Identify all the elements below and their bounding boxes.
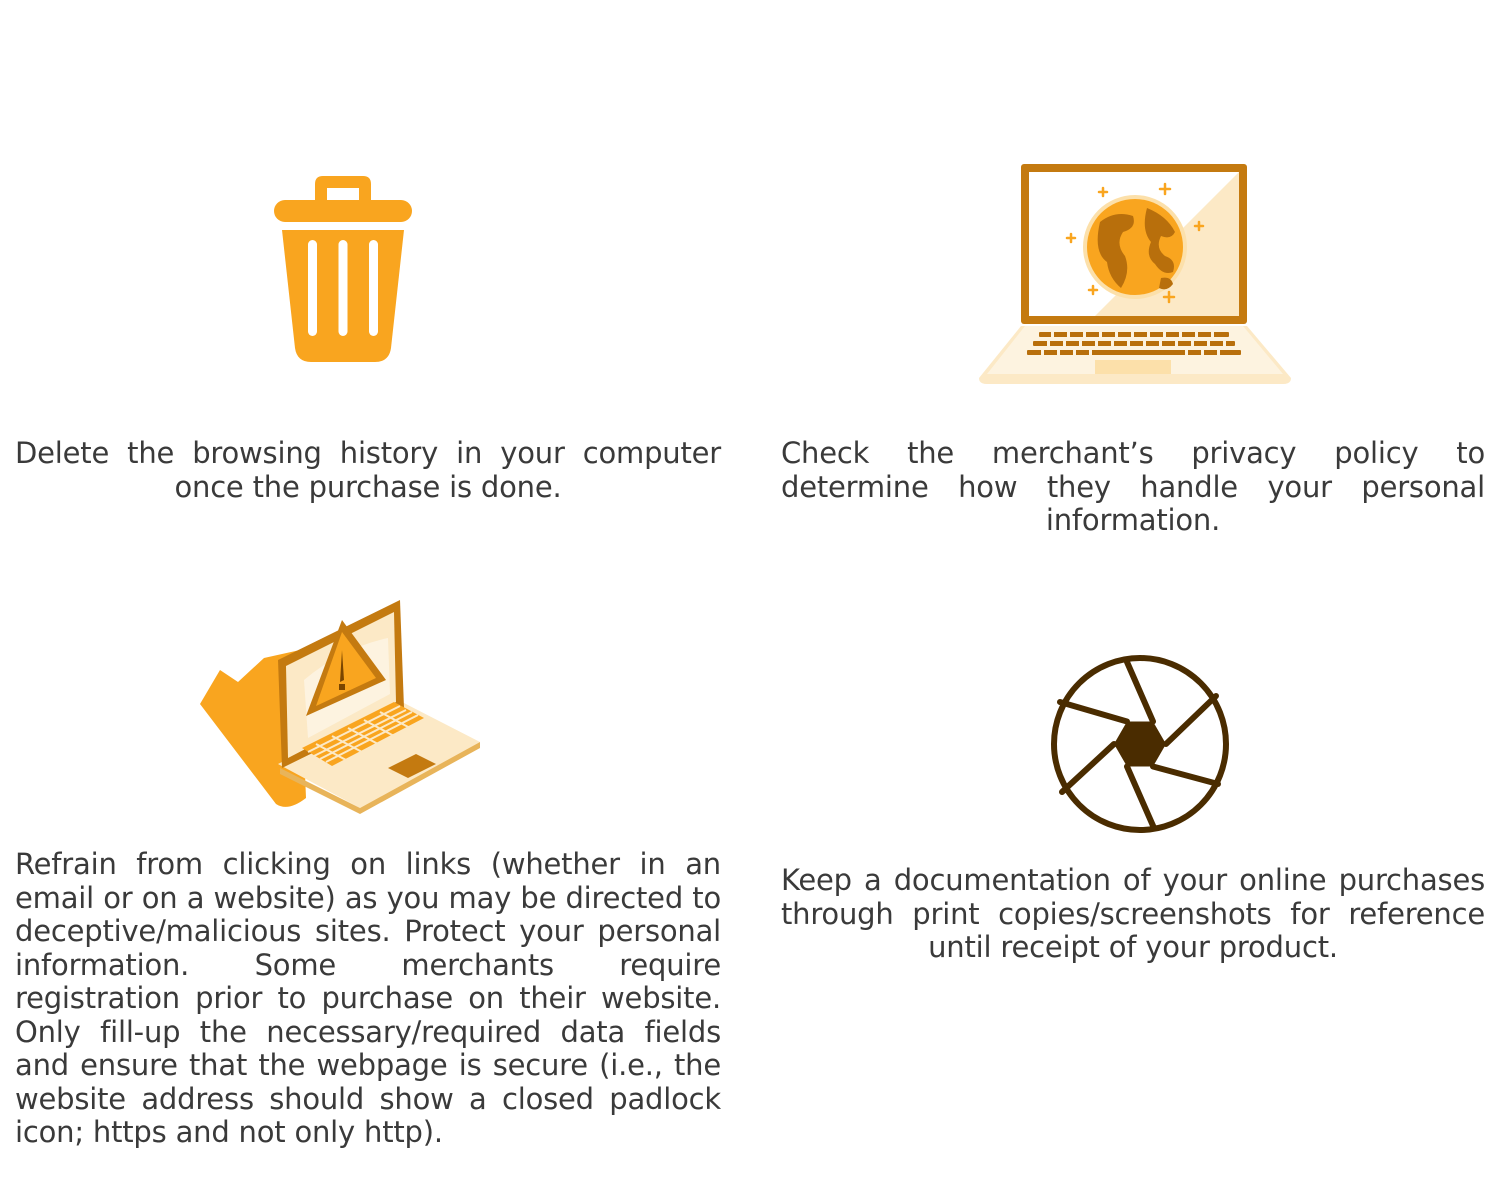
camera-shutter-icon: [1048, 652, 1232, 836]
laptop-globe-icon: [975, 160, 1295, 388]
tip-malicious-links-text: Refrain from clicking on links (whether in an email or on a website) as you may be directed to deceptive/malicious sites. Protect your personal information. Some merchants require registration prior to purchase on their website. Only fill-up the necessary/required data fields and ensure that the webpage is secure (i.e., the website address should show a closed padlock icon; https and not only http).: [15, 847, 721, 1149]
tip-documentation-text: Keep a documentation of your online purchases through print copies/screenshots for reference until receipt of your product.: [781, 863, 1485, 964]
laptop-warning-icon: [192, 598, 484, 814]
tip-delete-history-text: Delete the browsing history in your computer once the purchase is done.: [15, 436, 721, 504]
trash-icon: [270, 172, 416, 366]
tip-privacy-policy-text: Check the merchant’s privacy policy to determine how they handle your personal information.: [781, 436, 1485, 537]
